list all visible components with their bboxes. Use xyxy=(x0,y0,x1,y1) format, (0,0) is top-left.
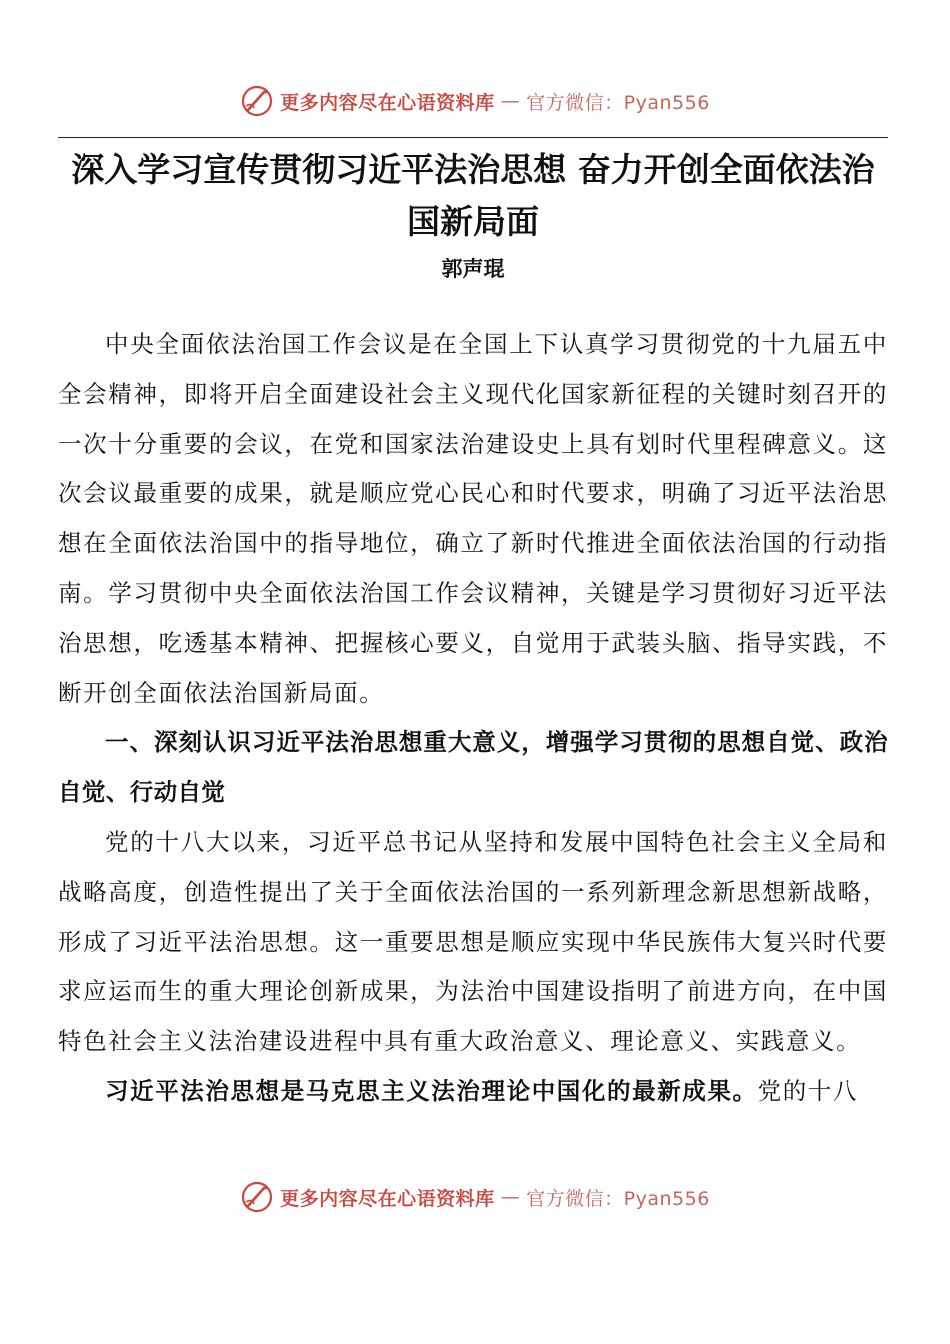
pen-logo-icon xyxy=(240,84,274,118)
pen-logo-icon xyxy=(240,1180,274,1214)
paragraph-lead-bold: 习近平法治思想是马克思主义法治理论中国化的最新成果。 xyxy=(105,1076,758,1105)
watermark-text: 更多内容尽在心语资料库 xyxy=(280,91,495,114)
paragraph xyxy=(58,1067,888,1117)
watermark-footer xyxy=(0,1180,950,1214)
watermark-separator: — xyxy=(500,90,521,112)
watermark-contact: 官方微信：Pyan556 xyxy=(526,1187,710,1210)
paragraph-text: 党的十八 xyxy=(757,1076,859,1105)
header-divider xyxy=(58,137,888,138)
watermark-separator: — xyxy=(500,1186,521,1208)
paragraph: 中央全面依法治国工作会议是在全国上下认真学习贯彻党的十九届五中全会精神，即将开启全面建设社会主义现代化国家新征程的关键时刻召开的一次十分重要的会议，在党和国家法治建设史上具有划时代里程碑意义。这次会议最重要的成果，就是顺应党心民心和时代要求，明确了习近平法治思想在全面依法治国中的指导地位，确立了新时代推进全面依法治国的行动指南。学习贯彻中央全面依法治国工作会议精神，关键是学习贯彻好习近平法治思想，吃透基本精神、把握核心要义，自觉用于武装头脑、指导实践，不断开创全面依法治国新局面。 xyxy=(58,330,888,707)
watermark-text: 更多内容尽在心语资料库 xyxy=(280,1187,495,1210)
section-heading: 一、深刻认识习近平法治思想重大意义，增强学习贯彻的思想自觉、政治自觉、行动自觉 xyxy=(58,728,888,807)
watermark-header xyxy=(0,84,950,118)
document-author: 郭声琨 xyxy=(441,257,505,281)
watermark-contact: 官方微信：Pyan556 xyxy=(526,91,710,114)
paragraph: 党的十八大以来，习近平总书记从坚持和发展中国特色社会主义全局和战略高度，创造性提出了关于全面依法治国的一系列新理念新思想新战略，形成了习近平法治思想。这一重要思想是顺应实现中华民族伟大复兴时代要求应运而生的重大理论创新成果，为法治中国建设指明了前进方向，在中国特色社会主义法治建设进程中具有重大政治意义、理论意义、实践意义。 xyxy=(58,827,888,1056)
document-body xyxy=(58,320,888,1117)
document-title: 深入学习宣传贯彻习近平法治思想 奋力开创全面依法治国新局面 xyxy=(71,150,875,241)
